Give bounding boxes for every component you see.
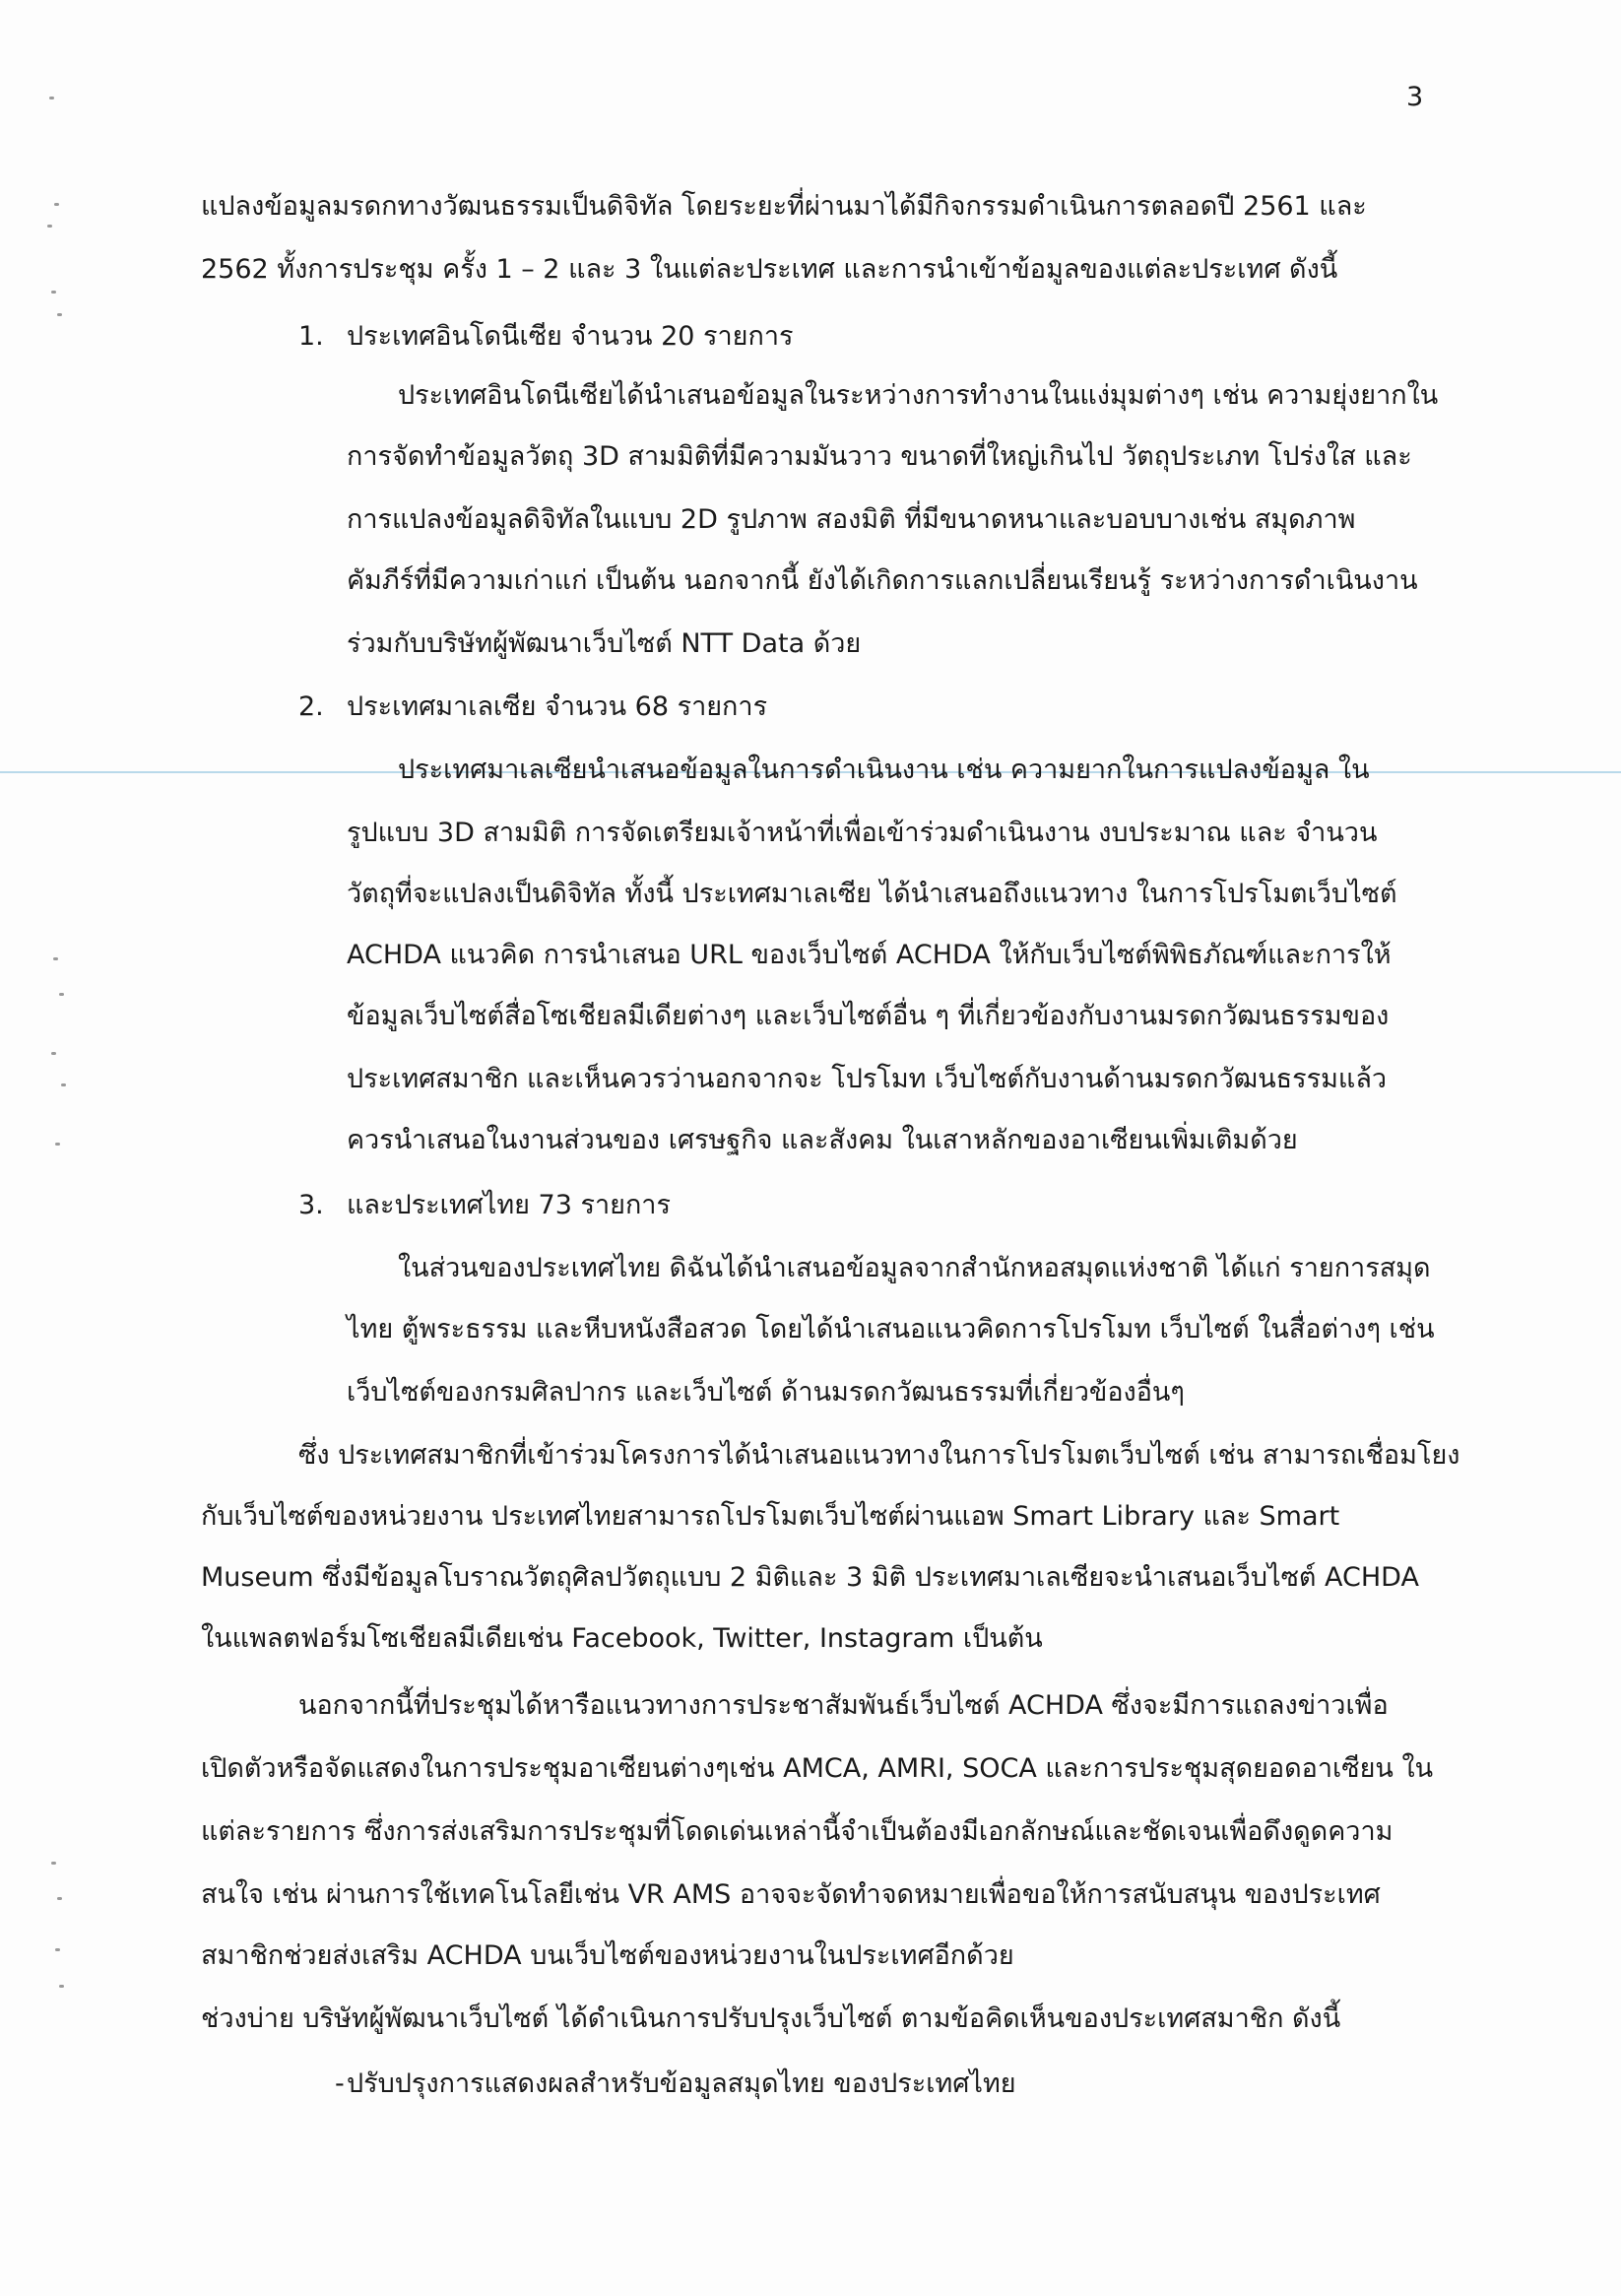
scan-speck (57, 313, 62, 316)
paragraph-line: ซึ่ง ประเทศสมาชิกที่เข้าร่วมโครงการได้นำเสนอแนวทางในการโปรโมตเว็บไซต์ เช่น สามารถเชื่อมโยง (298, 1440, 1460, 1471)
list-number: 3. (298, 1190, 324, 1220)
list-number: 1. (298, 321, 324, 352)
scan-speck (47, 225, 52, 228)
intro-line: แปลงข้อมูลมรดกทางวัฒนธรรมเป็นดิจิทัล โดยระยะที่ผ่านมาได้มีกิจกรรมดำเนินการตลอดปี 2561 และ (201, 191, 1367, 222)
scan-speck (53, 957, 58, 960)
item-text-line: ร่วมกับบริษัทผู้พัฒนาเว็บไซต์ NTT Data ด้วย (347, 628, 862, 659)
item-text-line: ประเทศอินโดนีเซียได้นำเสนอข้อมูลในระหว่างการทำงานในแง่มุมต่างๆ เช่น ความยุ่งยากใน (398, 380, 1439, 411)
bullet-marker: - (335, 2068, 345, 2099)
list-number: 2. (298, 691, 324, 722)
item-text-line: การจัดทำข้อมูลวัตถุ 3D สามมิติที่มีความมันวาว ขนาดที่ใหญ่เกินไป วัตถุประเภท โปร่งใส และ (347, 441, 1412, 472)
item-text-line: คัมภีร์ที่มีความเก่าแก่ เป็นต้น นอกจากนี้ ยังได้เกิดการแลกเปลี่ยนเรียนรู้ ระหว่างการดำเนินงาน (347, 565, 1418, 596)
scan-speck (55, 1948, 60, 1951)
paragraph-line: Museum ซึ่งมีข้อมูลโบราณวัตถุศิลปวัตถุแบบ 2 มิติและ 3 มิติ ประเทศมาเลเซียจะนำเสนอเว็บไซต์ ACHDA (201, 1562, 1419, 1593)
paragraph-line: สนใจ เช่น ผ่านการใช้เทคโนโลยีเช่น VR AMS อาจจะจัดทำจดหมายเพื่อขอให้การสนับสนุน ของประเทศ (201, 1879, 1381, 1910)
paragraph-line: สมาชิกช่วยส่งเสริม ACHDA บนเว็บไซต์ของหน่วยงานในประเทศอีกด้วย (201, 1940, 1014, 1971)
scan-speck (51, 1862, 56, 1865)
scan-speck (49, 97, 54, 99)
item-text-line: ควรนำเสนอในงานส่วนของ เศรษฐกิจ และสังคม ในเสาหลักของอาเซียนเพิ่มเติมด้วย (347, 1125, 1298, 1155)
paragraph-line: กับเว็บไซต์ของหน่วยงาน ประเทศไทยสามารถโปรโมตเว็บไซต์ผ่านแอพ Smart Library และ Smart (201, 1501, 1340, 1532)
scan-speck (59, 1985, 64, 1988)
item-text-line: ไทย ตู้พระธรรม และหีบหนังสือสวด โดยได้นำเสนอแนวคิดการโปรโมท เว็บไซต์ ในสื่อต่างๆ เช่น (347, 1314, 1435, 1345)
item-text-line: ประเทศมาเลเซียนำเสนอข้อมูลในการดำเนินงาน เช่น ความยากในการแปลงข้อมูล ใน (398, 754, 1370, 785)
intro-line: 2562 ทั้งการประชุม ครั้ง 1 – 2 และ 3 ในแต่ละประเทศ และการนำเข้าข้อมูลของแต่ละประเทศ ดังนี้ (201, 254, 1338, 285)
item-text-line: เว็บไซต์ของกรมศิลปากร และเว็บไซต์ ด้านมรดกวัฒนธรรมที่เกี่ยวข้องอื่นๆ (347, 1377, 1185, 1408)
scan-speck (55, 1143, 60, 1146)
item-text-line: ประเทศสมาชิก และเห็นควรว่านอกจากจะ โปรโมท เว็บไซต์กับงานด้านมรดกวัฒนธรรมแล้ว (347, 1064, 1388, 1094)
scan-speck (54, 203, 59, 206)
page-number: 3 (1406, 82, 1424, 112)
item-text-line: ในส่วนของประเทศไทย ดิฉันได้นำเสนอข้อมูลจากสำนักหอสมุดแห่งชาติ ได้แก่ รายการสมุด (398, 1253, 1431, 1283)
scan-speck (59, 993, 64, 996)
paragraph-line: เปิดตัวหรือจัดแสดงในการประชุมอาเซียนต่างๆเช่น AMCA, AMRI, SOCA และการประชุมสุดยอดอาเซียน ใน (201, 1753, 1434, 1784)
item-text-line: การแปลงข้อมูลดิจิทัลในแบบ 2D รูปภาพ สองมิติ ที่มีขนาดหนาและบอบบางเช่น สมุดภาพ (347, 504, 1356, 535)
paragraph-line: ช่วงบ่าย บริษัทผู้พัฒนาเว็บไซต์ ได้ดำเนินการปรับปรุงเว็บไซต์ ตามข้อคิดเห็นของประเทศสมาชิก ดังนี้ (201, 2003, 1341, 2034)
list-heading: ประเทศมาเลเซีย จำนวน 68 รายการ (347, 691, 768, 722)
item-text-line: วัตถุที่จะแปลงเป็นดิจิทัล ทั้งนี้ ประเทศมาเลเซีย ได้นำเสนอถึงแนวทาง ในการโปรโมตเว็บไซต์ (347, 879, 1397, 909)
paragraph-line: นอกจากนี้ที่ประชุมได้หารือแนวทางการประชาสัมพันธ์เว็บไซต์ ACHDA ซึ่งจะมีการแถลงข่าวเพื่อ (298, 1690, 1389, 1721)
list-heading: ประเทศอินโดนีเซีย จำนวน 20 รายการ (347, 321, 794, 352)
scan-speck (57, 1897, 62, 1900)
item-text-line: ข้อมูลเว็บไซต์สื่อโซเชียลมีเดียต่างๆ และเว็บไซต์อื่น ๆ ที่เกี่ยวข้องกับงานมรดกวัฒนธรรมของ (347, 1001, 1390, 1031)
item-text-line: รูปแบบ 3D สามมิติ การจัดเตรียมเจ้าหน้าที่เพื่อเข้าร่วมดำเนินงาน งบประมาณ และ จำนวน (347, 818, 1378, 848)
item-text-line: ACHDA แนวคิด การนำเสนอ URL ของเว็บไซต์ ACHDA ให้กับเว็บไซต์พิพิธภัณฑ์และการให้ (347, 940, 1392, 970)
list-heading: และประเทศไทย 73 รายการ (347, 1190, 671, 1220)
scan-speck (51, 291, 56, 294)
scan-speck (51, 1052, 56, 1055)
bullet-text: ปรับปรุงการแสดงผลสำหรับข้อมูลสมุดไทย ของประเทศไทย (347, 2068, 1016, 2099)
scan-speck (61, 1083, 66, 1086)
paragraph-line: ในแพลตฟอร์มโซเชียลมีเดียเช่น Facebook, Twitter, Instagram เป็นต้น (201, 1623, 1043, 1654)
paragraph-line: แต่ละรายการ ซึ่งการส่งเสริมการประชุมที่โดดเด่นเหล่านี้จำเป็นต้องมีเอกลักษณ์และชัดเจนเพื่อดึงดูดความ (201, 1816, 1394, 1847)
